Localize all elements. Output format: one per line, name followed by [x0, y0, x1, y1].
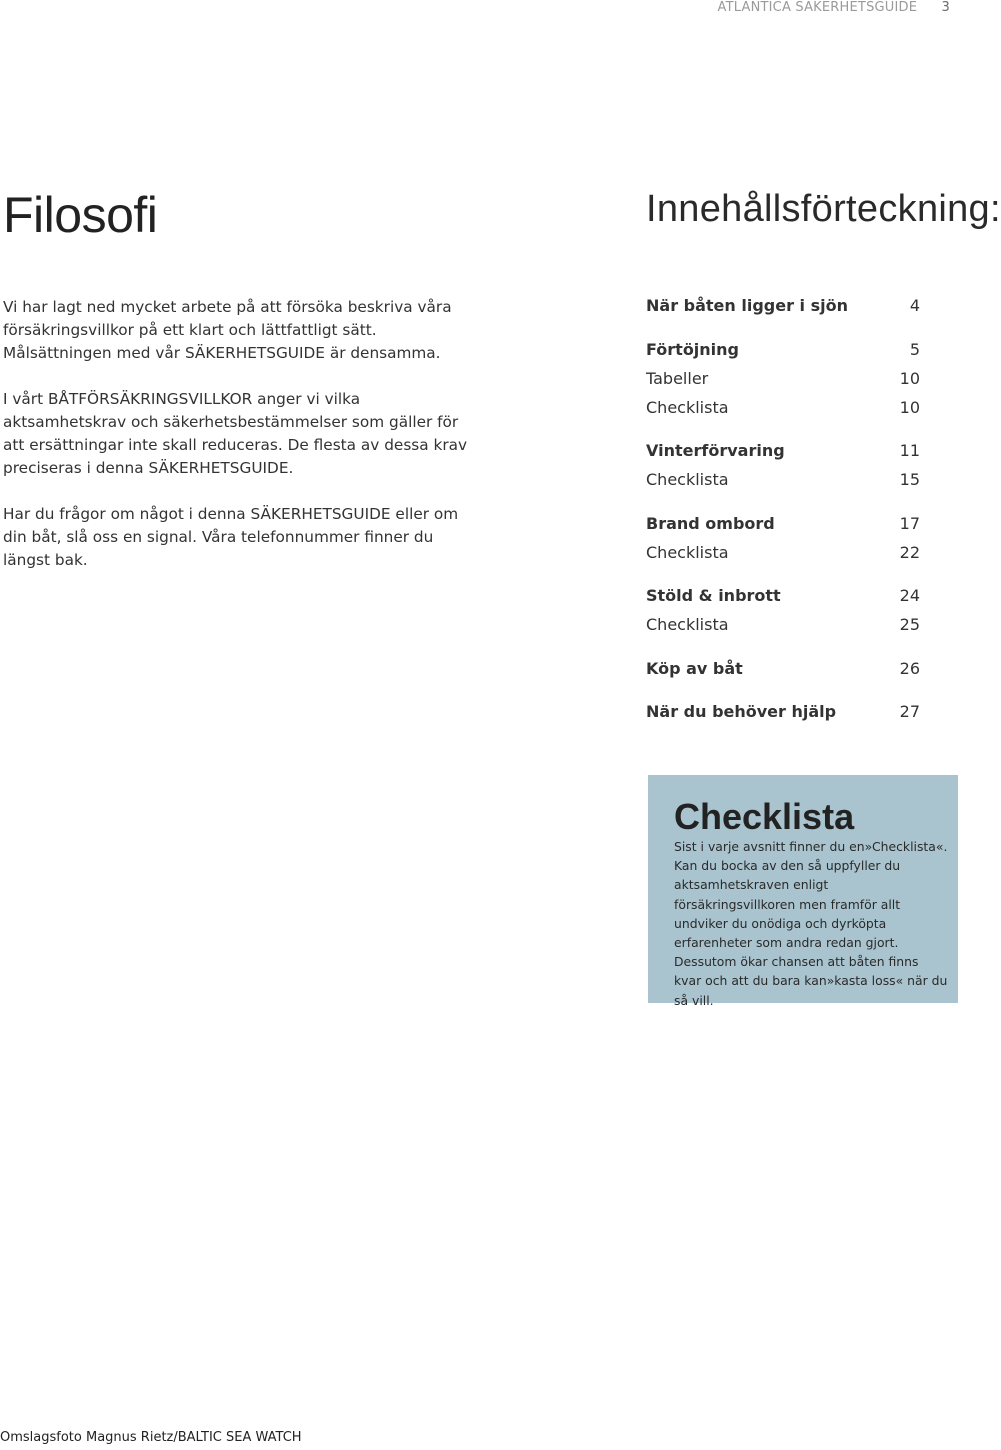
toc-group [646, 338, 920, 425]
toc-entry [646, 584, 920, 613]
toc-entry-page: 25 [899, 615, 920, 634]
toc-entry-label: Förtöjning [646, 339, 740, 359]
toc-entry [646, 657, 920, 686]
toc-entry [646, 338, 920, 367]
toc-entry-label: Checklista [646, 397, 729, 417]
toc-entry-page: 11 [899, 441, 920, 460]
toc-entry-page: 24 [899, 586, 920, 605]
toc-entry-label: Köp av båt [646, 658, 743, 678]
publication-name: ATLANTICA SÄKERHETSGUIDE [717, 0, 918, 15]
photo-credit: Omslagsfoto Magnus Rietz/BALTIC SEA WATCH [0, 1430, 302, 1445]
toc-group [646, 657, 920, 686]
toc-entry-label: Checklista [646, 615, 729, 634]
intro-text [3, 296, 473, 595]
toc-group [646, 700, 920, 729]
toc-entry-label: Stöld & inbrott [646, 586, 781, 605]
toc-entry [646, 294, 920, 323]
page-number: 3 [941, 0, 950, 15]
checklist-box-title: Checklista [674, 796, 855, 837]
toc-entry-label: Tabeller [646, 368, 709, 388]
toc-entry-page: 15 [899, 470, 920, 489]
toc-group [646, 294, 920, 323]
toc-entry-label: Checklista [646, 470, 729, 489]
toc-entry-page: 27 [899, 702, 920, 721]
toc-entry-page: 26 [899, 658, 920, 678]
toc-entry-page: 5 [909, 339, 920, 359]
intro-paragraph: Har du frågor om något i denna SÄKERHETSGUIDE eller om din båt, slå oss en signal. Våra telefonnummer finner du längst bak. [3, 505, 459, 569]
intro-paragraph: I vårt BÅTFÖRSÄKRINGSVILLKOR anger vi vilka aktsamhetskrav och säkerhetsbestämmelser som gäller för att ersättningar inte skall reduceras. De flesta av dessa krav preciseras i denna SÄKERHETSGUIDE. [3, 390, 468, 477]
toc-subentry [646, 396, 920, 425]
toc-entry [646, 439, 920, 468]
toc-entry-page: 22 [899, 542, 920, 562]
intro-paragraph: Vi har lagt ned mycket arbete på att försöka beskriva våra försäkringsvillkor på ett klart och lättfattligt sätt. Målsättningen med vår SÄKERHETSGUIDE är densamma. [3, 298, 452, 362]
toc-entry [646, 700, 920, 729]
toc-entry-label: När du behöver hjälp [646, 702, 837, 721]
running-header [718, 0, 950, 20]
checklist-box-text: Sist i varje avsnitt finner du en»Checklista«. Kan du bocka av den så uppfyller du aktsamhetskraven enligt försäkringsvillkoren men framför allt undviker du onödiga och dyrköpta erfarenheter som andra redan gjort. Dessutom ökar chansen att båten finns kvar och att du bara kan»kasta loss« när du så vill. [674, 839, 948, 1008]
toc-entry-page: 10 [899, 397, 920, 417]
philosophy-title: Filosofi [3, 187, 158, 243]
checklist-info-box [648, 775, 958, 1008]
toc-entry-page: 17 [899, 513, 920, 533]
toc-entry [646, 512, 920, 541]
table-of-contents [646, 294, 920, 744]
toc-subentry [646, 613, 920, 642]
toc-group [646, 584, 920, 642]
toc-entry-label: När båten ligger i sjön [646, 296, 848, 315]
toc-group [646, 439, 920, 497]
toc-entry-page: 10 [899, 368, 920, 388]
toc-entry-page: 4 [909, 296, 920, 315]
toc-entry-label: Vinterförvaring [646, 441, 785, 460]
toc-subentry [646, 468, 920, 497]
toc-group [646, 512, 920, 570]
toc-entry-label: Brand ombord [646, 513, 775, 533]
toc-title: Innehållsförteckning: [646, 188, 1001, 230]
toc-entry-label: Checklista [646, 542, 729, 562]
toc-subentry [646, 367, 920, 396]
toc-subentry [646, 541, 920, 570]
